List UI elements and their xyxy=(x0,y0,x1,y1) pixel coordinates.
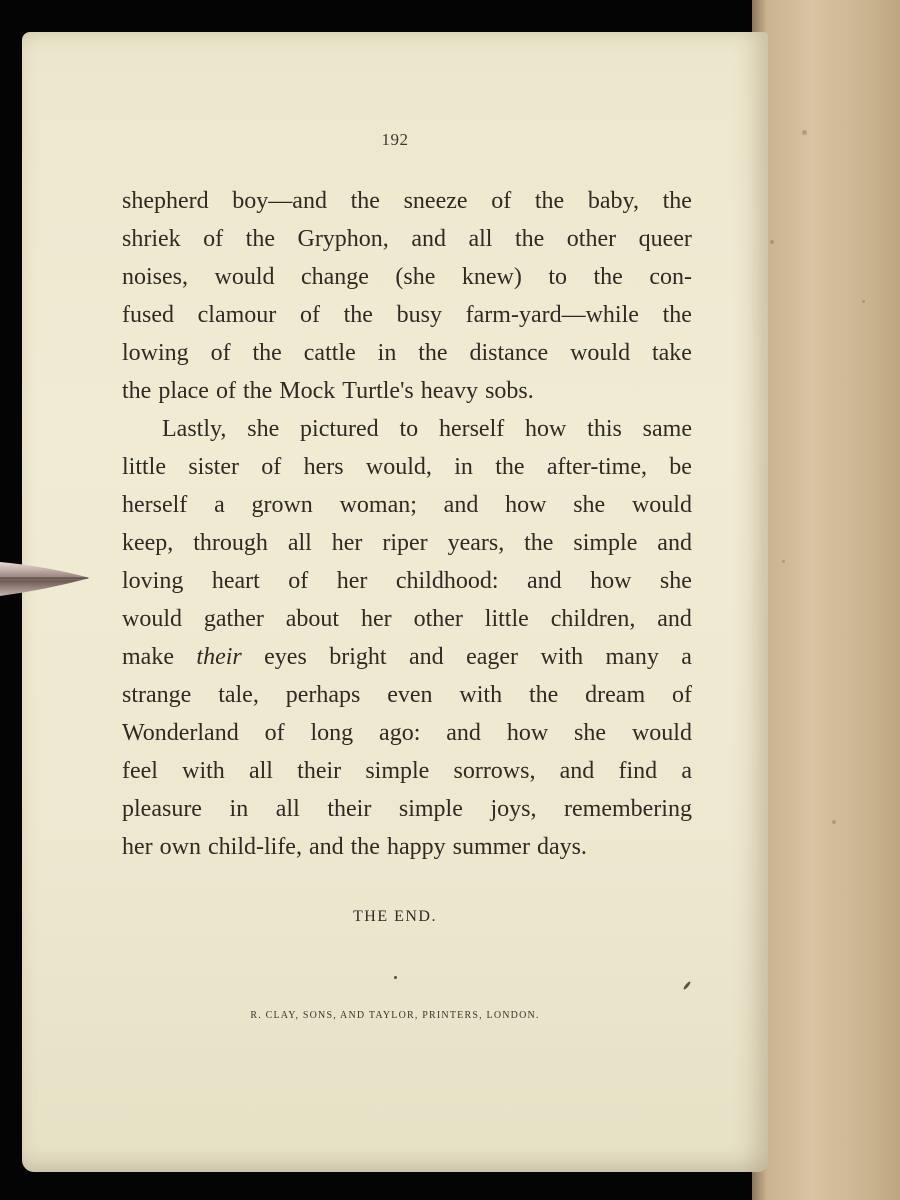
word: of xyxy=(261,454,282,480)
word: be xyxy=(669,454,692,480)
text-line xyxy=(122,486,692,524)
word: perhaps xyxy=(285,682,361,708)
word: and xyxy=(308,834,344,860)
text-line xyxy=(122,562,692,600)
word: little xyxy=(122,454,166,480)
word: and xyxy=(446,720,481,746)
word: the xyxy=(528,682,559,708)
word: simple xyxy=(365,758,430,784)
word: this xyxy=(587,416,622,442)
body-text xyxy=(122,182,692,866)
text-line xyxy=(122,676,692,714)
word: and xyxy=(526,568,562,594)
word: with xyxy=(182,758,225,784)
word: all xyxy=(275,796,300,822)
word: Wonderland xyxy=(122,720,239,746)
word: ago: xyxy=(379,720,421,746)
word: con- xyxy=(649,264,692,290)
word: distance xyxy=(469,340,549,366)
word: own xyxy=(159,834,201,860)
word: other xyxy=(566,226,617,252)
text-line xyxy=(122,790,692,828)
word: sister xyxy=(188,454,239,480)
word: the xyxy=(245,226,275,252)
word: she xyxy=(659,568,692,594)
word: and xyxy=(559,758,595,784)
word: same xyxy=(642,416,692,442)
text-line xyxy=(122,296,692,334)
word: dream xyxy=(585,682,646,708)
word: feel xyxy=(122,758,158,784)
word: noises, xyxy=(122,264,188,290)
word: herself xyxy=(438,416,505,442)
word: busy xyxy=(396,302,442,328)
word: the xyxy=(524,530,554,556)
word: of xyxy=(215,378,236,404)
word: cattle xyxy=(303,340,356,366)
word: even xyxy=(387,682,433,708)
word: the xyxy=(343,302,373,328)
word: how xyxy=(506,720,549,746)
word: remembering xyxy=(564,796,692,822)
word: Mock xyxy=(279,378,336,404)
word: their xyxy=(196,644,242,670)
paper-fleck xyxy=(394,976,397,979)
word: the xyxy=(252,340,282,366)
book-page xyxy=(22,32,768,1172)
text-line xyxy=(122,600,692,638)
word: the xyxy=(350,188,380,214)
word: in xyxy=(454,454,473,480)
word: shriek xyxy=(122,226,181,252)
word: place xyxy=(158,378,209,404)
word: the xyxy=(662,188,692,214)
word: of xyxy=(299,302,320,328)
word: would xyxy=(570,340,631,366)
word: other xyxy=(413,606,463,632)
text-line xyxy=(122,410,692,448)
bookmark-pen-nib xyxy=(0,554,92,602)
word: pleasure xyxy=(122,796,202,822)
word: herself xyxy=(122,492,188,518)
text-line xyxy=(122,334,692,372)
word: and xyxy=(657,606,692,632)
word: happy xyxy=(386,834,446,860)
word: keep, xyxy=(122,530,174,556)
text-line xyxy=(122,220,692,258)
word: of xyxy=(210,340,231,366)
word: hers xyxy=(303,454,344,480)
word: she xyxy=(573,492,606,518)
word: joys, xyxy=(490,796,537,822)
page-number: 192 xyxy=(381,130,409,149)
word: the xyxy=(418,340,448,366)
word: a xyxy=(681,758,692,784)
word: with xyxy=(540,644,584,670)
word: of xyxy=(288,568,309,594)
word: with xyxy=(459,682,503,708)
word: years, xyxy=(447,530,505,556)
word: would xyxy=(214,264,275,290)
word: loving xyxy=(122,568,184,594)
word: heart xyxy=(211,568,260,594)
word: take xyxy=(651,340,692,366)
word: sobs. xyxy=(485,378,534,404)
word: bright xyxy=(329,644,387,670)
word: children, xyxy=(550,606,636,632)
word: would xyxy=(122,606,182,632)
word: of xyxy=(264,720,285,746)
word: clamour xyxy=(197,302,277,328)
word: many xyxy=(605,644,659,670)
word: grown xyxy=(251,492,313,518)
text-line xyxy=(122,828,692,866)
word: the xyxy=(122,378,152,404)
word: fused xyxy=(122,302,174,328)
word: farm-yard—while xyxy=(465,302,639,328)
word: the xyxy=(495,454,525,480)
word: would xyxy=(631,720,692,746)
text-line xyxy=(122,524,692,562)
word: the xyxy=(514,226,545,252)
word: (she xyxy=(395,264,436,290)
text-line xyxy=(122,448,692,486)
word: in xyxy=(229,796,249,822)
word: boy—and xyxy=(232,188,327,214)
text-line xyxy=(122,752,692,790)
text-line xyxy=(122,638,692,676)
word: Gryphon, xyxy=(297,226,389,252)
word: she xyxy=(574,720,607,746)
word: of xyxy=(491,188,512,214)
word: strange xyxy=(122,682,192,708)
word: days. xyxy=(536,834,587,860)
word: in xyxy=(377,340,397,366)
word: child-life, xyxy=(208,834,302,860)
word: the xyxy=(350,834,380,860)
word: of xyxy=(203,226,224,252)
word: summer xyxy=(452,834,530,860)
word: woman; xyxy=(339,492,417,518)
word: a xyxy=(214,492,225,518)
word: their xyxy=(297,758,342,784)
word: all xyxy=(468,226,493,252)
word: her xyxy=(122,834,153,860)
word: shepherd xyxy=(122,188,209,214)
word: find xyxy=(618,758,658,784)
adjacent-page-edge xyxy=(752,0,900,1200)
printer-imprint: R. CLAY, SONS, AND TAYLOR, PRINTERS, LONDON. xyxy=(250,1010,540,1021)
word: make xyxy=(122,644,174,670)
text-line xyxy=(122,182,692,220)
word: riper xyxy=(382,530,428,556)
word: the xyxy=(242,378,273,404)
text-line xyxy=(122,714,692,752)
word: eyes xyxy=(264,644,307,670)
text-line xyxy=(122,372,692,410)
word: to xyxy=(399,416,419,442)
word: baby, xyxy=(587,188,639,214)
word: knew) xyxy=(461,264,522,290)
word: and xyxy=(657,530,692,556)
the-end-heading: THE END. xyxy=(353,908,437,925)
word: would, xyxy=(365,454,432,480)
word: a xyxy=(681,644,692,670)
word: how xyxy=(525,416,567,442)
paper-fleck xyxy=(683,981,692,991)
word: how xyxy=(505,492,547,518)
word: sorrows, xyxy=(453,758,536,784)
word: the xyxy=(593,264,623,290)
word: she xyxy=(247,416,280,442)
word: pictured xyxy=(300,416,379,442)
text-line xyxy=(122,258,692,296)
word: heavy xyxy=(420,378,479,404)
word: eager xyxy=(466,644,519,670)
word: Turtle's xyxy=(342,378,414,404)
word: and xyxy=(408,644,444,670)
word: all xyxy=(248,758,273,784)
word: gather xyxy=(203,606,264,632)
word: simple xyxy=(398,796,463,822)
word: lowing xyxy=(122,340,189,366)
word: sneeze xyxy=(403,188,468,214)
word: her xyxy=(336,568,368,594)
word: and xyxy=(411,226,446,252)
word: childhood: xyxy=(395,568,499,594)
word: tale, xyxy=(218,682,259,708)
word: how xyxy=(590,568,632,594)
word: about xyxy=(285,606,340,632)
word: of xyxy=(672,682,692,708)
word: her xyxy=(361,606,392,632)
word: simple xyxy=(573,530,638,556)
word: and xyxy=(443,492,479,518)
word: all xyxy=(287,530,312,556)
word: the xyxy=(662,302,692,328)
word: long xyxy=(310,720,354,746)
word: Lastly, xyxy=(162,416,227,442)
word: after-time, xyxy=(546,454,647,480)
word: their xyxy=(327,796,372,822)
word: would xyxy=(631,492,692,518)
word: change xyxy=(300,264,369,290)
word: the xyxy=(534,188,565,214)
word: through xyxy=(193,530,268,556)
word: her xyxy=(331,530,363,556)
word: little xyxy=(484,606,529,632)
word: queer xyxy=(638,226,692,252)
word: to xyxy=(548,264,568,290)
